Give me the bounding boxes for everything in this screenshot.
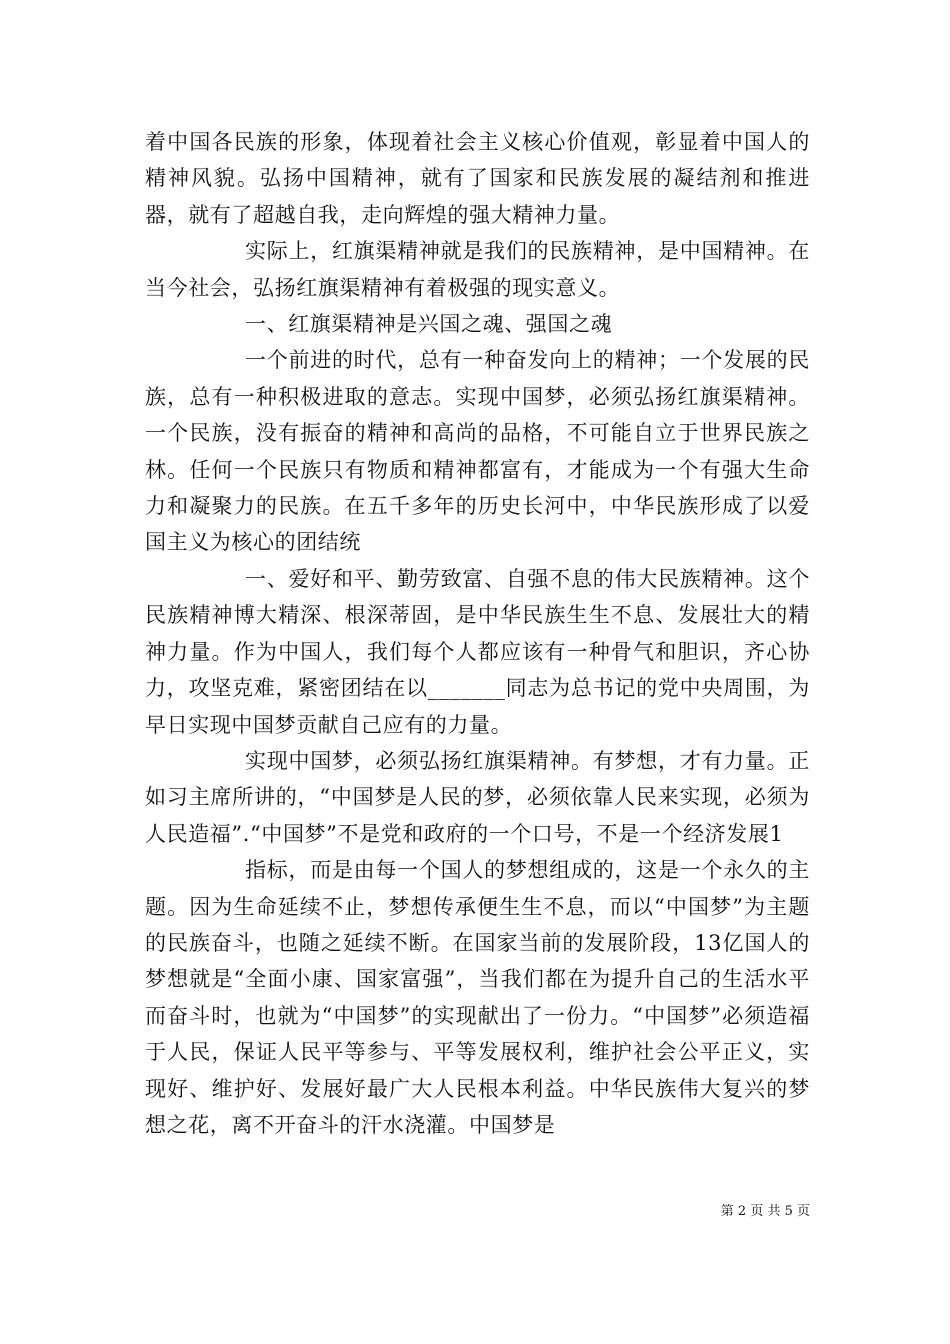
page-number: 第 2 页 共 5 页 (720, 1204, 810, 1219)
paragraph: 实际上，红旗渠精神就是我们的民族精神，是中国精神。在当今社会，弘扬红旗渠精神有着极强的现实意义。 (145, 239, 810, 300)
document-body (145, 124, 810, 1143)
section-heading: 一、红旗渠精神是兴国之魂、强国之魂 (245, 312, 613, 337)
paragraph: 指标，而是由每一个国人的梦想组成的，这是一个永久的主题。因为生命延续不止，梦想传承便生生不息，而以“中国梦”为主题的民族奋斗，也随之延续不断。在国家当前的发展阶段，13亿国人的梦想就是“全面小康、国家富强”，当我们都在为提升自己的生活水平而奋斗时，也就为“中国梦”的实现献出了一份力。“中国梦”必须造福于人民，保证人民平等参与、平等发展权利，维护社会公平正义，实现好、维护好、发展好最广大人民根本利益。中华民族伟大复兴的梦想之花，离不开奋斗的汗水浇灌。中国梦是 (145, 858, 810, 1137)
paragraph: 一个前进的时代，总有一种奋发向上的精神；一个发展的民族，总有一种积极进取的意志。实现中国梦，必须弘扬红旗渠精神。一个民族，没有振奋的精神和高尚的品格，不可能自立于世界民族之林。任何一个民族只有物质和精神都富有，才能成为一个有强大生命力和凝聚力的民族。在五千多年的历史长河中，中华民族形成了以爱国主义为核心的团结统 (145, 348, 810, 555)
paragraph: 着中国各民族的形象，体现着社会主义核心价值观，彰显着中国人的精神风貌。弘扬中国精神，就有了国家和民族发展的凝结剂和推进器，就有了超越自我，走向辉煌的强大精神力量。 (145, 130, 810, 227)
paragraph: 实现中国梦，必须弘扬红旗渠精神。有梦想，才有力量。正如习主席所讲的，“中国梦是人民的梦，必须依靠人民来实现，必须为人民造福”.“中国梦”不是党和政府的一个口号，不是一个经济发展1 (145, 748, 810, 846)
paragraph: 一、爱好和平、勤劳致富、自强不息的伟大民族精神。这个民族精神博大精深、根深蒂固，是中华民族生生不息、发展壮大的精神力量。作为中国人，我们每个人都应该有一种骨气和胆识，齐心协力，攻坚克难，紧密团结在以_______同志为总书记的党中央周围，为早日实现中国梦贡献自己应有的力量。 (145, 566, 810, 737)
